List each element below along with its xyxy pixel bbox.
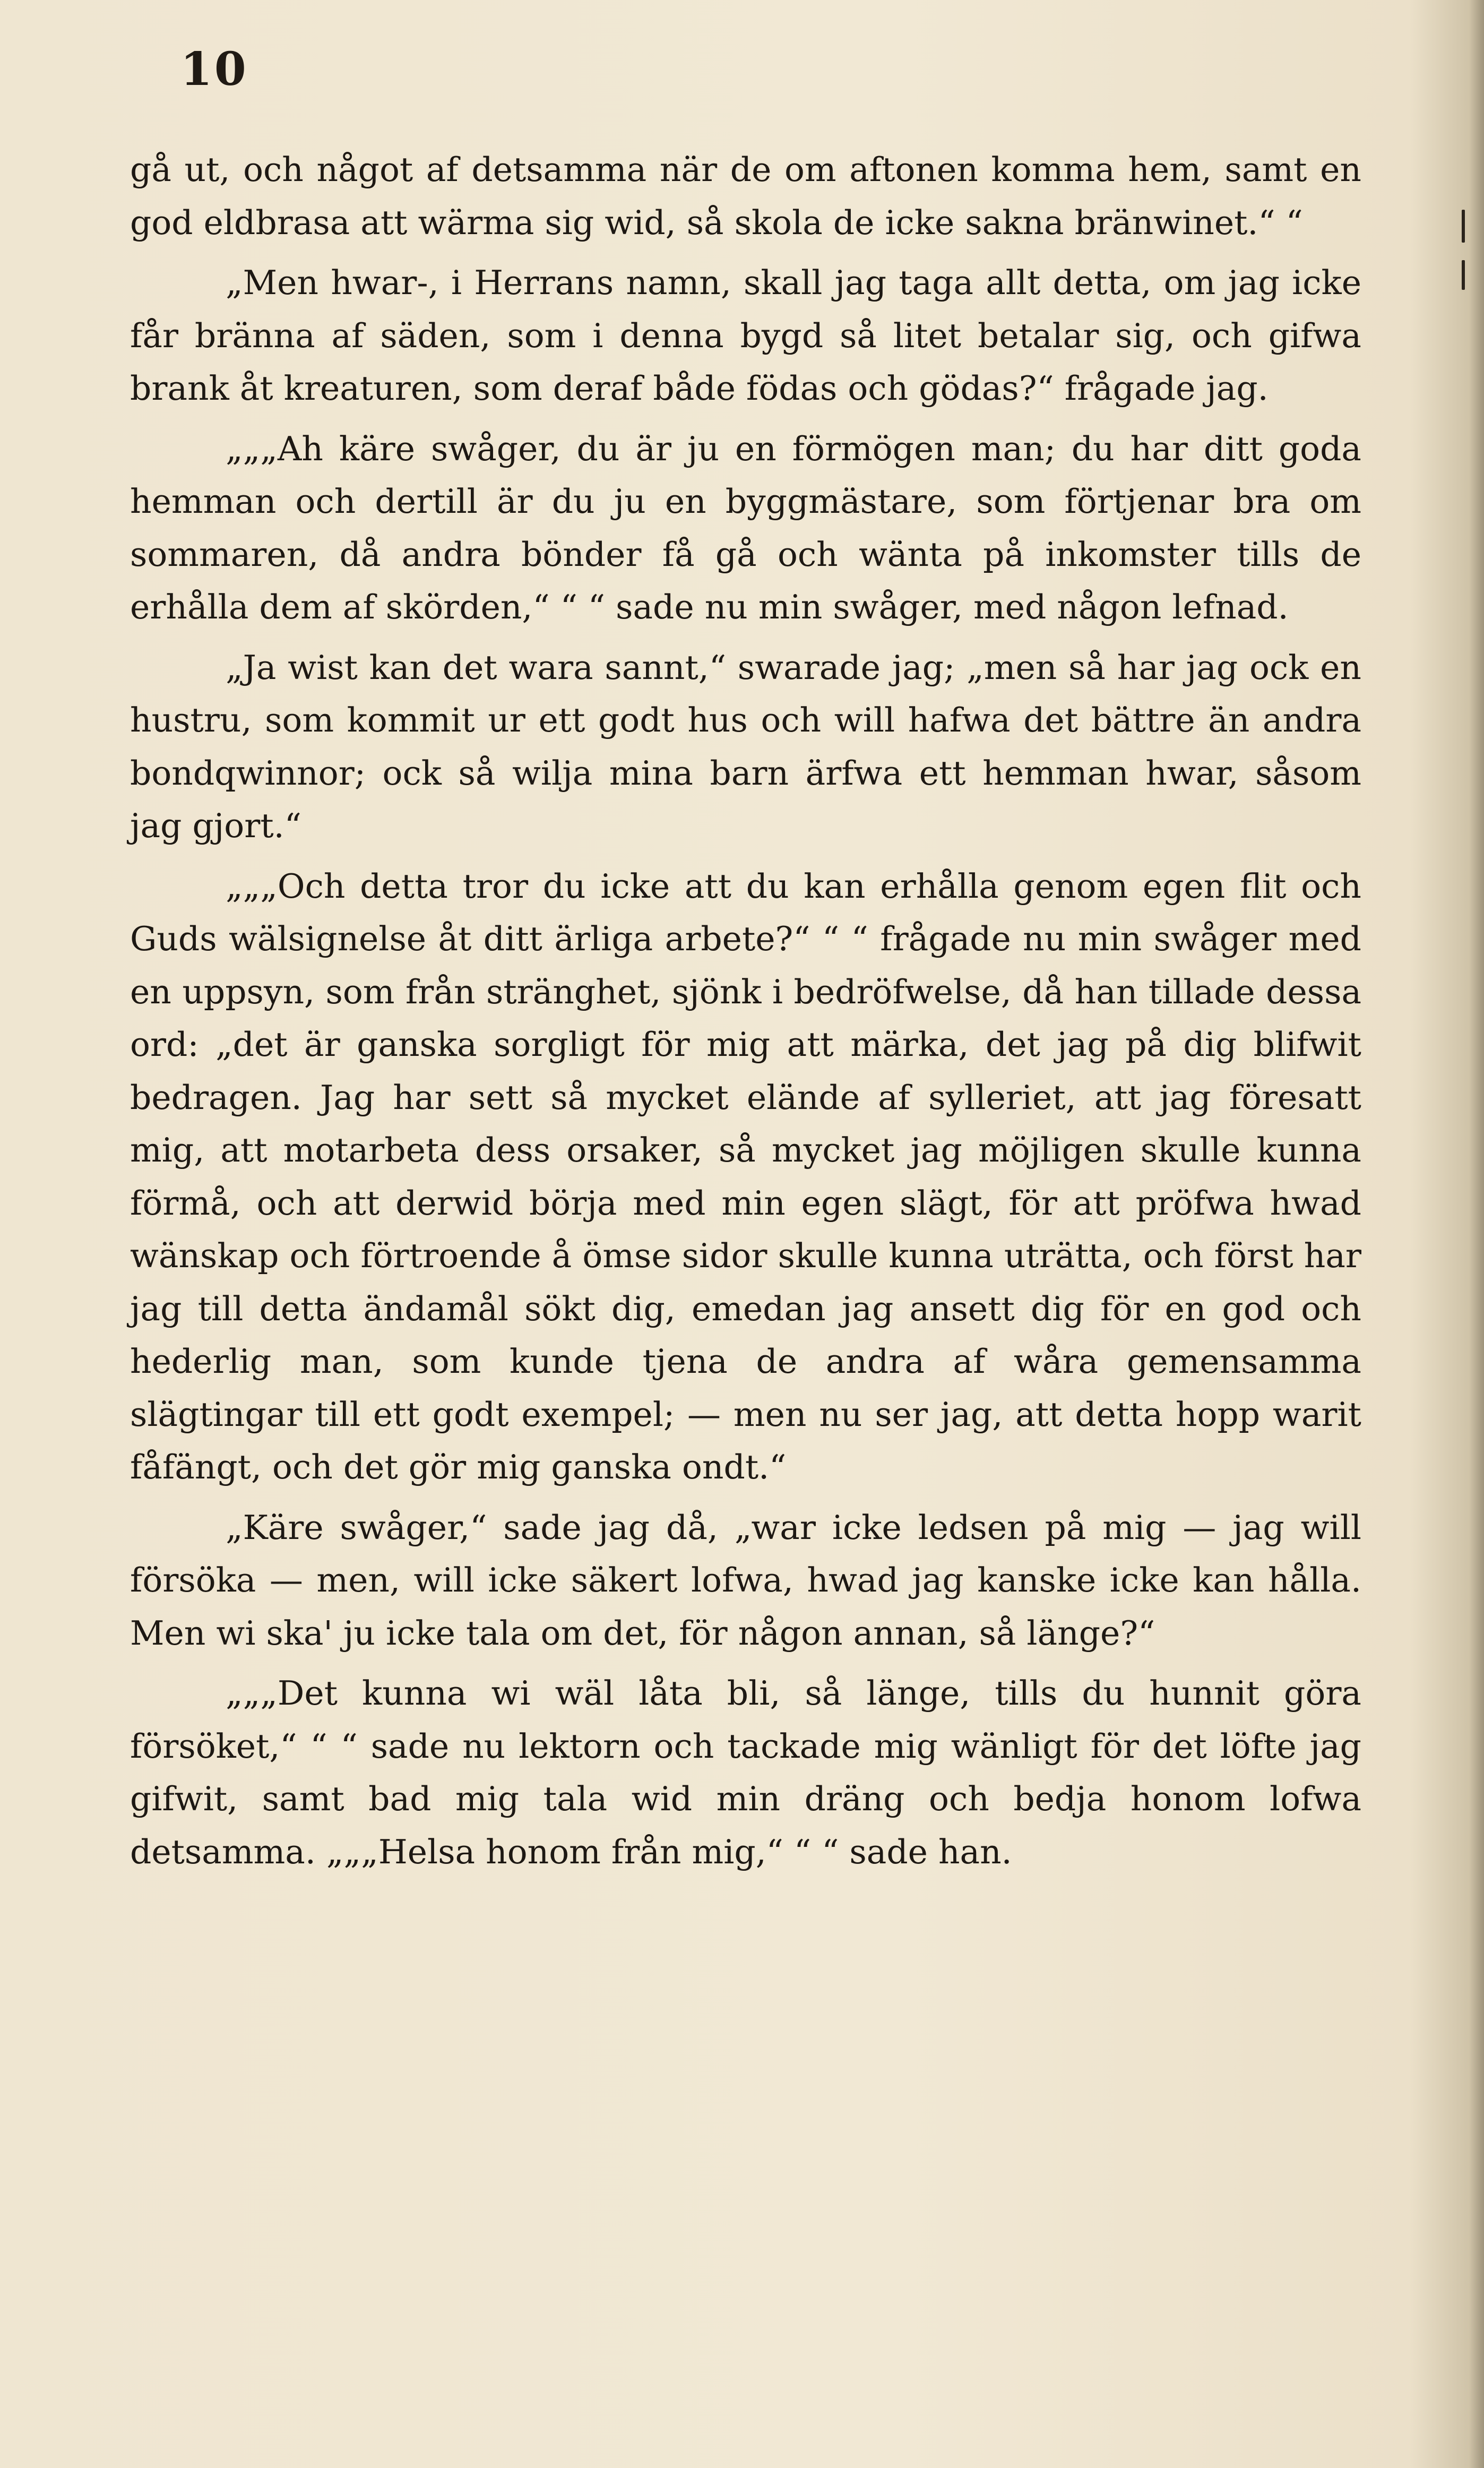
page-text <box>130 143 1361 1886</box>
page-number: 10 <box>180 42 248 96</box>
paragraph-3: „„„Ah käre swåger, du är ju en förmögen man; du har ditt goda hemman och dertill är du ju en byggmästare, som förtjenar bra om sommaren, då andra bönder få gå och wänta på inkomster tills de erhålla dem af skörden,“ “ “ sade nu min swåger, med någon lefnad. <box>130 429 1361 626</box>
margin-mark <box>1462 260 1465 290</box>
paragraph-5: „„„Och detta tror du icke att du kan erhålla genom egen flit och Guds wälsignelse åt ditt ärliga arbete?“ “ “ frågade nu min swåger med en uppsyn, som från stränghet, sjönk i bedröfwelse, då han tillade dessa ord: „det är ganska sorgligt för mig att märka, det jag på dig blifwit bedragen. Jag har sett så mycket elände af sylleriet, att jag föresatt mig, att motarbeta dess orsaker, så mycket jag möjligen skulle kunna förmå, och att derwid börja med min egen slägt, för att pröfwa hwad wänskap och förtroende å ömse sidor skulle kunna uträtta, och först har jag till detta ändamål sökt dig, emedan jag ansett dig för en god och hederlig man, som kunde tjena de andra af wåra gemensamma slägtingar till ett godt exempel; — men nu ser jag, att detta hopp warit fåfängt, och det gör mig ganska ondt.“ <box>130 866 1361 1486</box>
margin-mark <box>1462 210 1465 243</box>
paragraph-1: gå ut, och något af detsamma när de om aftonen komma hem, samt en god eldbrasa att wärma sig wid, så skola de icke sakna bränwinet.“ “ <box>130 150 1361 242</box>
paragraph-4: „Ja wist kan det wara sannt,“ swarade jag; „men så har jag ock en hustru, som kommit ur ett godt hus och will hafwa det bättre än andra bondqwinnor; ock så wilja mina barn ärfwa ett hemman hwar, såsom jag gjort.“ <box>130 648 1361 845</box>
paragraph-2: „Men hwar-, i Herrans namn, skall jag taga allt detta, om jag icke får bränna af säden, som i denna bygd så litet betalar sig, och gifwa brank åt kreaturen, som deraf både födas och gödas?“ frågade jag. <box>130 263 1361 408</box>
paragraph-6: „Käre swåger,“ sade jag då, „war icke ledsen på mig — jag will försöka — men, will icke säkert lofwa, hwad jag kanske icke kan hålla. Men wi ska' ju icke tala om det, för någon annan, så länge?“ <box>130 1508 1361 1653</box>
paragraph-7: „„„Det kunna wi wäl låta bli, så länge, tills du hunnit göra försöket,“ “ “ sade nu lektorn och tackade mig wänligt för det löfte jag gifwit, samt bad mig tala wid min dräng och bedja honom lofwa detsamma. „„„Helsa honom från mig,“ “ “ sade han. <box>130 1674 1361 1871</box>
